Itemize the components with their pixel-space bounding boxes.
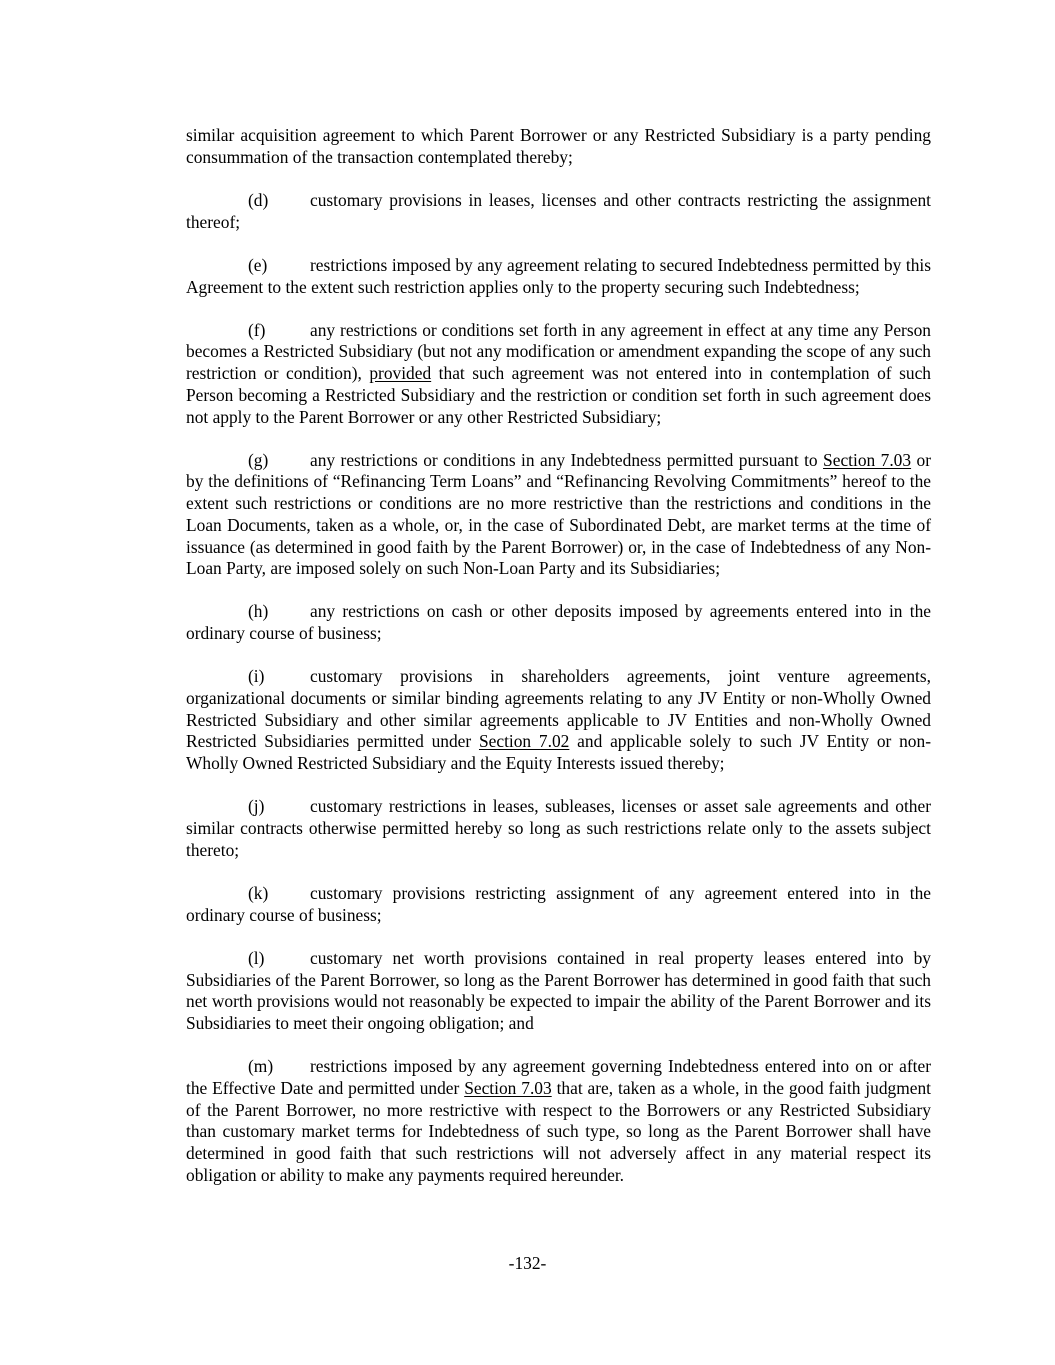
- clause-label: (d): [248, 189, 269, 210]
- clause-label: (f): [248, 319, 266, 340]
- clause-g: [186, 450, 931, 580]
- clause-f: [186, 320, 931, 429]
- clause-label: (k): [248, 882, 269, 903]
- clause-j: [186, 796, 931, 861]
- clause-label: (i): [248, 666, 265, 687]
- clause-l: [186, 948, 931, 1035]
- clause-text: customary provisions in shareholders agreements, joint venture agreements, organizational documents or similar binding agreements relating to any JV Entity or non-Wholly Owned Restricted Subsidiary and other similar agreements applicable to JV Entities and non-Wholly Owned Restricted Subsidiaries permitted under: [186, 666, 931, 752]
- clause-d: [186, 190, 931, 233]
- clause-label: (h): [248, 601, 269, 622]
- clause-label: (l): [248, 947, 265, 968]
- clause-text: that are, taken as a whole, in the good faith judgment of the Parent Borrower, no more restrictive with respect to the Borrowers or any Restricted Subsidiary than customary market terms for Indebtedness of such type, so long as the Parent Borrower shall have determined in good faith that such restrictions will not adversely affect in any material respect its obligation or ability to make any payments required hereunder.: [186, 1077, 931, 1185]
- continuation-paragraph: similar acquisition agreement to which Parent Borrower or any Restricted Subsidiary is a party pending consummation of the transaction contemplated thereby;: [186, 125, 931, 167]
- clause-text: and applicable solely to such JV Entity or non-Wholly Owned Restricted Subsidiary and the Equity Interests issued thereby;: [186, 731, 931, 774]
- clause-label: (j): [248, 796, 265, 817]
- clause-label: (g): [248, 449, 269, 470]
- section-reference: Section 7.02: [478, 731, 570, 752]
- clause-text: customary restrictions in leases, subleases, licenses or asset sale agreements and other similar contracts otherwise permitted hereby so long as such restrictions relate only to the assets subject thereto;: [186, 796, 931, 860]
- provided-term: provided: [369, 363, 432, 384]
- clause-label: (e): [248, 254, 268, 275]
- clause-e: [186, 255, 931, 298]
- page-number: -132-: [508, 1253, 547, 1273]
- clause-text: any restrictions or conditions in any Indebtedness permitted pursuant to: [310, 449, 824, 470]
- clause-h: [186, 601, 931, 644]
- clause-text: or by the definitions of “Refinancing Term Loans” and “Refinancing Revolving Commitments” hereof to the extent such restrictions or conditions are no more restrictive than the restrictions and conditions in the Loan Documents, taken as a whole, or, in the case of Subordinated Debt, are market terms at the time of issuance (as determined in good faith by the Parent Borrower) or, in the case of Indebtedness of any Non-Loan Party, are imposed solely on such Non-Loan Party and its Subsidiaries;: [186, 449, 931, 579]
- clause-label: (m): [248, 1056, 274, 1077]
- clause-text: restrictions imposed by any agreement governing Indebtedness entered into on or after the Effective Date and permitted under: [186, 1056, 931, 1098]
- clause-k: [186, 883, 931, 926]
- clause-text: customary provisions restricting assignment of any agreement entered into in the ordinary course of business;: [186, 882, 931, 925]
- clause-text: that such agreement was not entered into in contemplation of such Person becoming a Restricted Subsidiary and the restriction or condition set forth in such agreement does not apply to the Parent Borrower or any other Restricted Subsidiary;: [186, 363, 931, 427]
- clause-text: any restrictions or conditions set forth in any agreement in effect at any time any Person becomes a Restricted Subsidiary (but not any modification or amendment expanding the scope of any such restriction or condition),: [186, 319, 931, 384]
- section-reference: Section 7.03: [464, 1077, 552, 1098]
- clause-i: [186, 666, 931, 775]
- document-page: [186, 125, 931, 1208]
- clause-m: [186, 1056, 931, 1186]
- clause-text: any restrictions on cash or other deposits imposed by agreements entered into in the ordinary course of business;: [186, 601, 931, 644]
- clause-text: restrictions imposed by any agreement relating to secured Indebtedness permitted by this Agreement to the extent such restriction applies only to the property securing such Indebtedness;: [186, 254, 931, 297]
- section-reference: Section 7.03: [823, 449, 912, 470]
- clause-text: customary provisions in leases, licenses and other contracts restricting the assignment thereof;: [186, 189, 931, 232]
- clause-text: customary net worth provisions contained in real property leases entered into by Subsidiaries of the Parent Borrower, so long as the Parent Borrower has determined in good faith that such net worth provisions would not reasonably be expected to impair the ability of the Parent Borrower and its Subsidiaries to meet their ongoing obligation; and: [186, 947, 931, 1033]
